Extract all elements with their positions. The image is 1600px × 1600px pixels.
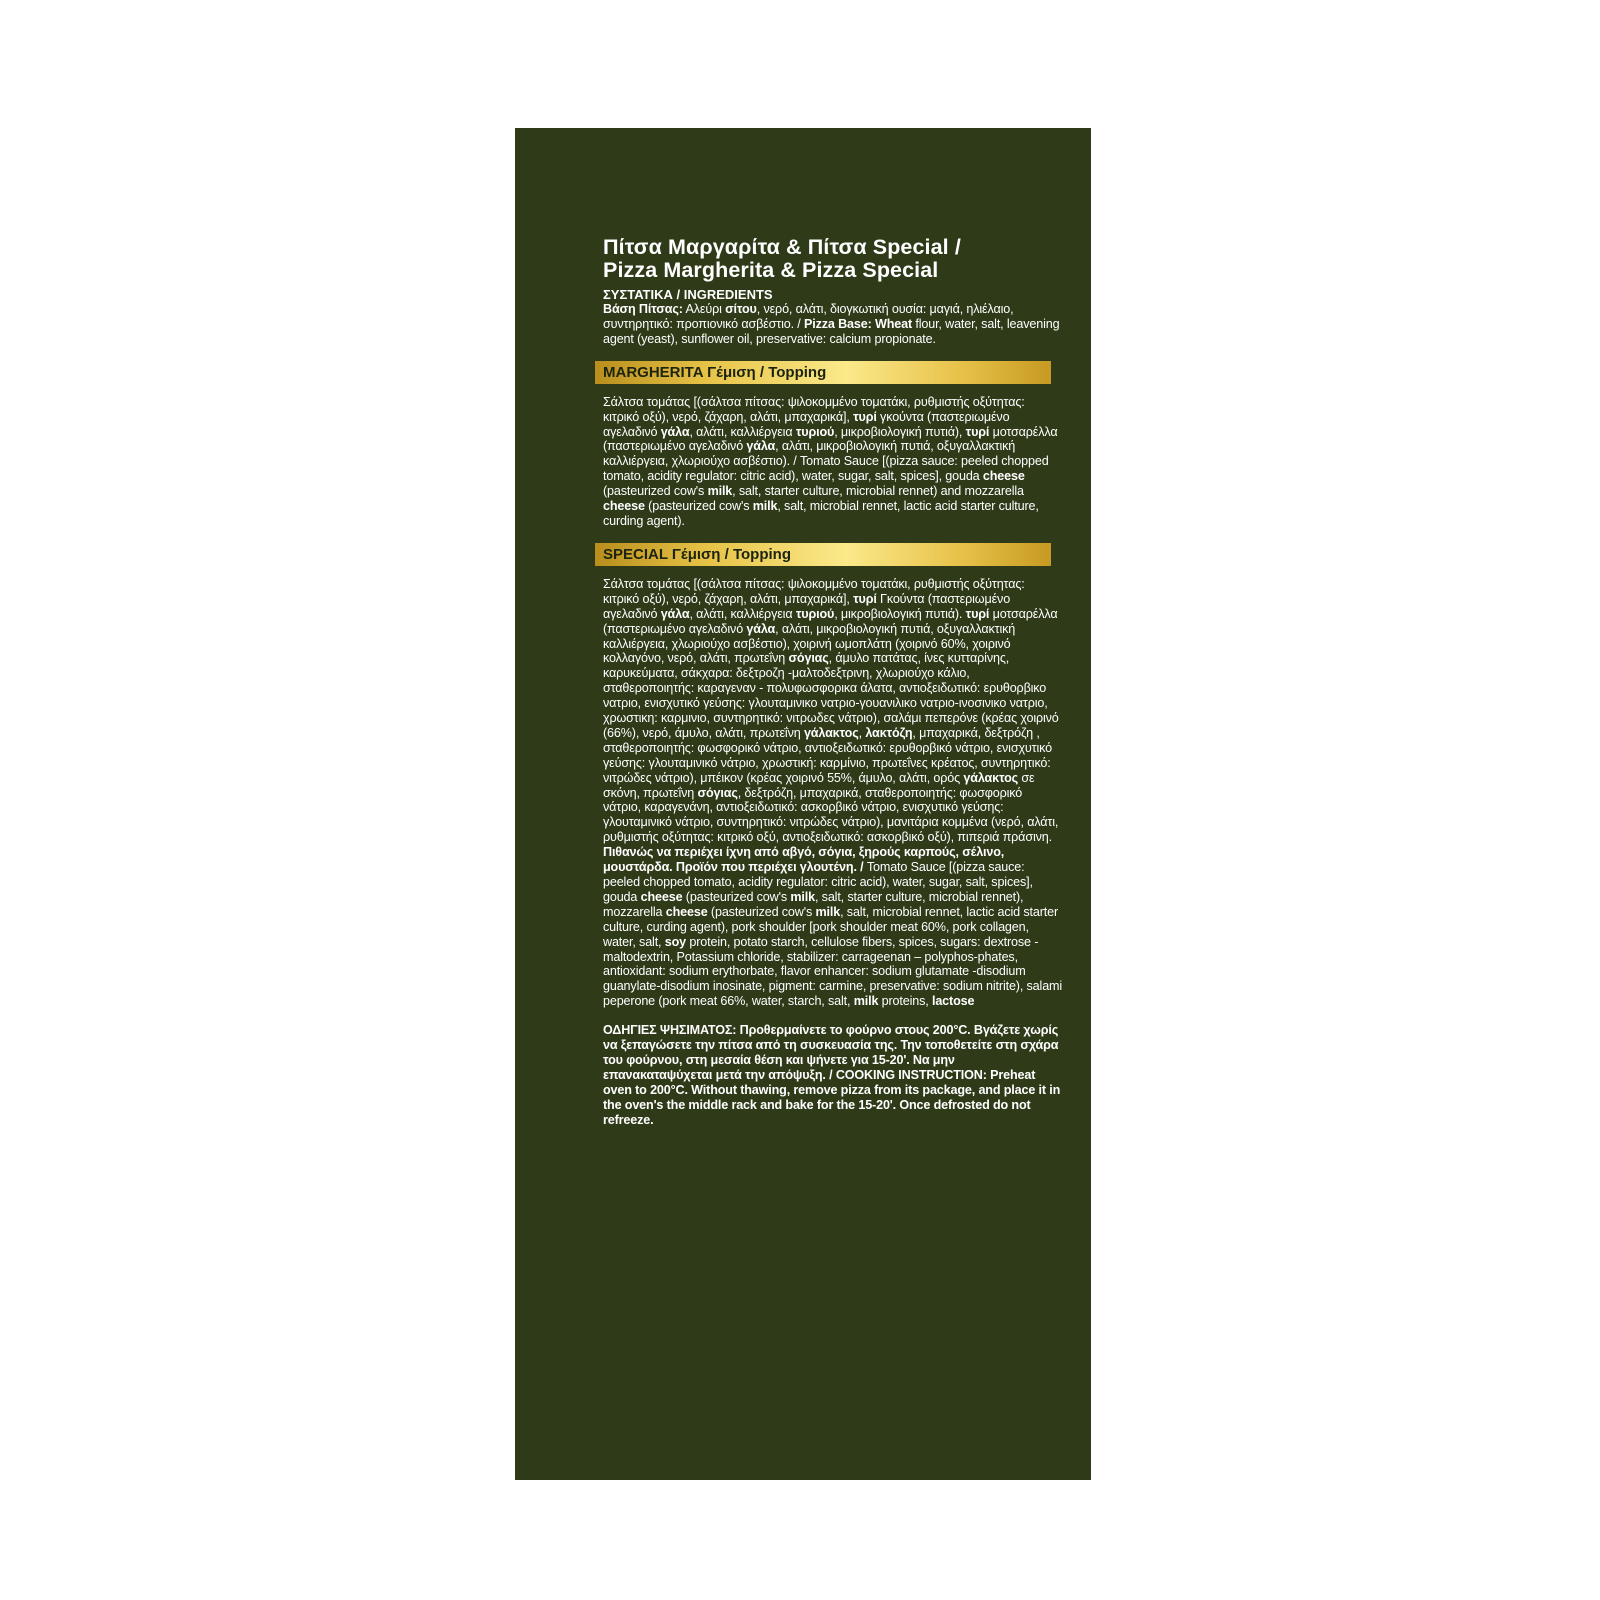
- title-line-greek: Πίτσα Μαργαρίτα & Πίτσα Special /: [603, 235, 961, 259]
- ingredients-heading: ΣΥΣΤΑΤΙΚΑ / INGREDIENTS: [603, 287, 773, 302]
- product-title: [603, 236, 1063, 282]
- special-topping-ingredients: Σάλτσα τομάτας [(σάλτσα πίτσας: ψιλοκομμένο τοματάκι, ρυθμιστής οξύτητας: κιτρικό οξύ), νερό, ζάχαρη, αλάτι, μπαχαρικά], τυρί Γκούντα (παστεριωμένο αγελαδινό γάλα, αλάτι, καλλιέργεια τυριού, μικροβιολογική πυτιά). τυρί μοτσαρέλλα (παστεριωμένο αγελαδινό γάλα, αλάτι, μικροβιολογική πυτιά, οξυγαλλακτική καλλιέργεια, χλωριούχο ασβέστιο), χοιρινή ωμοπλάτη (χοιρινό 60%, χοιρινό κολλαγόνο, νερό, αλάτι, πρωτεΐνη σόγιας, άμυλο πατάτας, ίνες κυτταρίνης, καρυκεύματα, σάκχαρα: δεξτροζη -μαλτοδεξτρινη, χλωριούχο κάλιο, σταθεροποιητής: καραγεναν - πολυφωσφορικα άλατα, αντιοξειδωτικό: ερυθορβικο νατριο, ενισχυτικό γεύσης: γλουταμινικο νατριο-γουανιλικο νατριο-ινοσινικο νατριο, χρωστικη: καρμινιο, συντηρητικό: νιτρωδες νάτριο), σαλάμι πεπερόνε (κρέας χοιρινό (66%), νερό, άμυλο, αλάτι, πρωτεΐνη γάλακτος, λακτόζη, μπαχαρικά, δεξτρόζη , σταθεροποιητής: φωσφορικό νάτριο, αντιοξειδωτικό: ερυθορβικό νάτριο, ενισχυτικό γεύσης: γλουταμινικό νάτριο, χρωστική: καρμίνιο, πρωτεΐνες κρέατος, συντηρητικό: νιτρώδες νάτριο), μπέικον (κρέας χοιρινό 55%, άμυλο, αλάτι, ορός γάλακτος σε σκόνη, πρωτεΐνη σόγιας, δεξτρόζη, μπαχαρικά, σταθεροποιητής: φωσφορικό νάτριο, καραγενάνη, αντιοξειδωτικό: ασκορβικό νάτριο, ενισχυτικό γεύσης: γλουταμινικό νάτριο, συντηρητικό: νιτρώδες νάτριο), μανιτάρια κομμένα (νερό, αλάτι, ρυθμιστής οξύτητας: κιτρικό οξύ, αντιοξειδωτικό: ασκορβικό οξύ), πιπεριά πράσινη. Πιθανώς να περιέχει ίχνη από αβγό, σόγια, ξηρούς καρπούς, σέλινο, μουστάρδα. Προϊόν που περιέχει γλουτένη. / Tomato Sauce [(pizza sauce: peeled chopped tomato, acidity regulator: citric acid), water, sugar, salt, spices], gouda cheese (pasteurized cow's milk, salt, starter culture, microbial rennet), mozzarella cheese (pasteurized cow's milk, salt, microbial rennet, lactic acid starter culture, curding agent), pork shoulder [pork shoulder meat 60%, pork collagen, water, salt, soy protein, potato starch, cellulose fibers, spices, sugars: dextrose - maltodextrin, Potassium chloride, stabilizer: carrageenan – polyphos-phates, antioxidant: sodium erythorbate, flavor enhancer: sodium glutamate -disodium guanylate-disodium inosinate, pigment: carmine, preservative: sodium nitrite), salami peperone (pork meat 66%, water, starch, salt, milk proteins, lactose: [603, 576, 1063, 1009]
- margherita-topping-band: MARGHERITA Γέμιση / Topping: [595, 361, 1051, 384]
- special-topping-band: SPECIAL Γέμιση / Topping: [595, 543, 1051, 566]
- ingredients-panel: [515, 128, 1091, 1480]
- base-label-greek: Βάση Πίτσας:: [603, 302, 683, 316]
- pizza-base-ingredients: Βάση Πίτσας: Αλεύρι σίτου, νερό, αλάτι, διογκωτική ουσία: μαγιά, ηλιέλαιο, συντηρητικό: προπιονικό ασβέστιο. / Pizza Base: Wheat flour, water, salt, leavening agent (yeast), sunflower oil, preservative: calcium propionate.: [603, 302, 1060, 346]
- margherita-topping-ingredients: Σάλτσα τομάτας [(σάλτσα πίτσας: ψιλοκομμένο τοματάκι, ρυθμιστής οξύτητας: κιτρικό οξύ), νερό, ζάχαρη, αλάτι, μπαχαρικά], τυρί γκούντα (παστεριωμένο αγελαδινό γάλα, αλάτι, καλλιέργεια τυριού, μικροβιολογική πυτιά), τυρί μοτσαρέλλα (παστεριωμένο αγελαδινό γάλα, αλάτι, μικροβιολογική πυτιά, οξυγαλλακτική καλλιέργεια, χλωριούχο ασβέστιο). / Tomato Sauce [(pizza sauce: peeled chopped tomato, acidity regulator: citric acid), water, sugar, salt, spices], gouda cheese (pasteurized cow's milk, salt, starter culture, microbial rennet) and mozzarella cheese (pasteurized cow's milk, salt, microbial rennet, lactic acid starter culture, curding agent).: [603, 394, 1058, 528]
- cooking-instructions: ΟΔΗΓΙΕΣ ΨΗΣΙΜΑΤΟΣ: Προθερμαίνετε το φούρνο στους 200°C. Βγάζετε χωρίς να ξεπαγώσετε την πίτσα από τη συσκευασία της. Την τοποθετείτε στη σχάρα του φούρνου, στη μεσαία θέση και ψήνετε για 15-20'. Να μην επανακαταψύχεται μετά την απόψυξη. / COOKING INSTRUCTION: Preheat oven to 200°C. Without thawing, remove pizza from its package, and place it in the oven's the middle rack and bake for the 15-20'. Once defrosted do not refreeze.: [603, 1023, 1061, 1127]
- title-line-english: Pizza Margherita & Pizza Special: [603, 258, 939, 282]
- panel-content: [603, 236, 1063, 1128]
- base-label-english: Pizza Base: Wheat: [804, 316, 913, 331]
